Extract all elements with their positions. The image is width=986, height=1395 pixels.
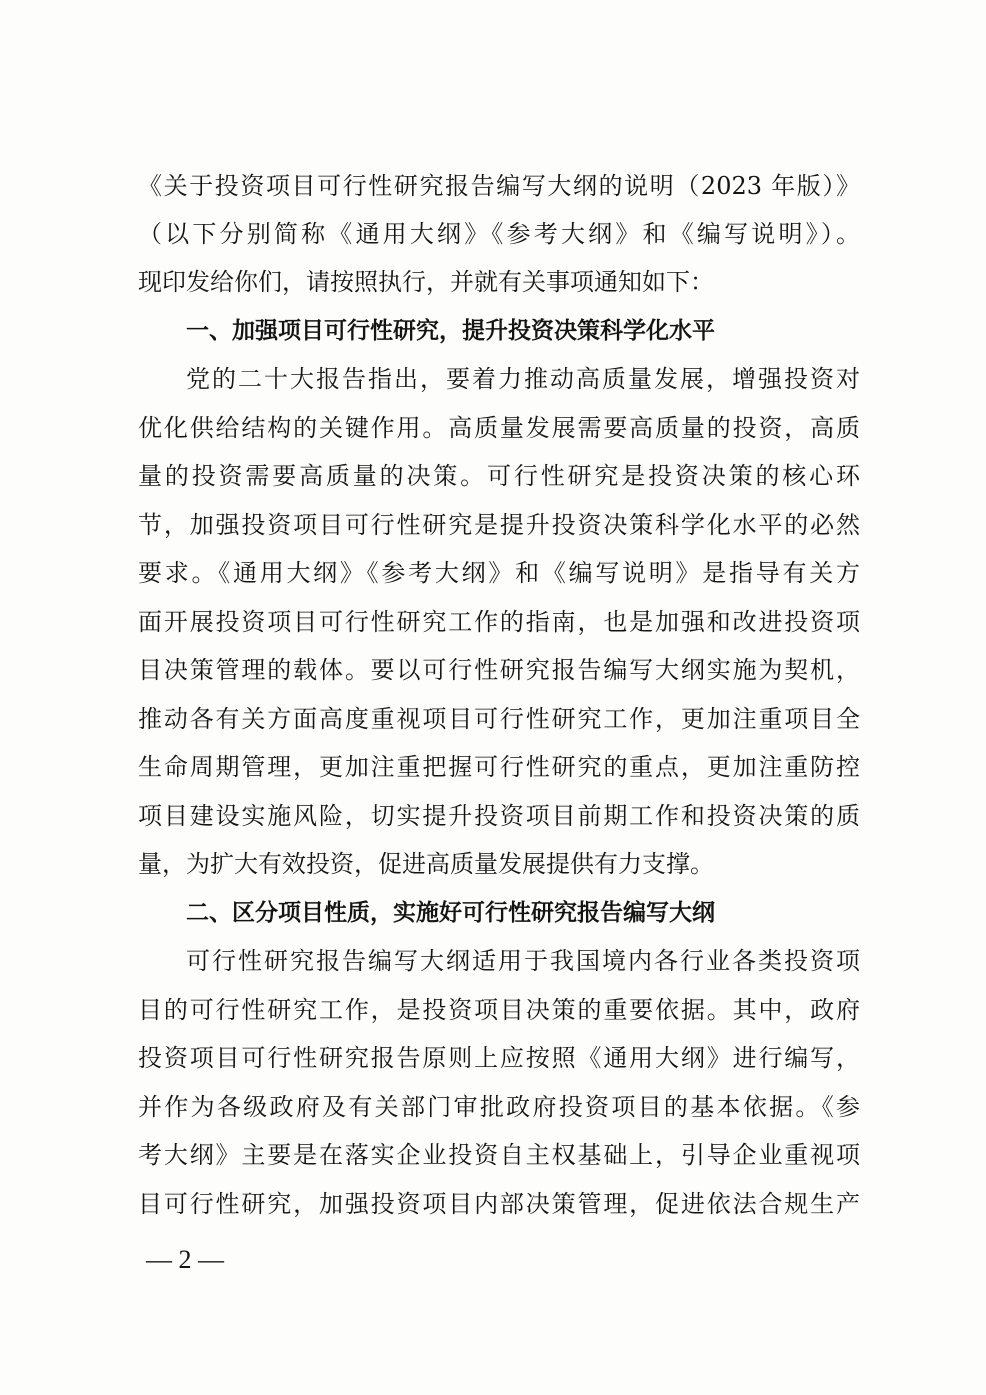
body-text-line: 投资项目可行性研究报告原则上应按照《通用大纲》进行编写，: [138, 1044, 860, 1072]
body-text-line: 党的二十大报告指出，要着力推动高质量发展，增强投资对: [186, 365, 860, 393]
body-text-line: 节，加强投资项目可行性研究是提升投资决策科学化水平的必然: [138, 511, 860, 539]
body-text-line: 目的可行性研究工作，是投资项目决策的重要依据。其中，政府: [138, 996, 860, 1024]
body-text-line: 量，为扩大有效投资，促进高质量发展提供有力支撑。: [138, 850, 714, 878]
body-text-line: 优化供给结构的关键作用。高质量发展需要高质量的投资，高质: [138, 414, 860, 442]
body-text-line: 《关于投资项目可行性研究报告编写大纲的说明（2023 年版）》: [138, 172, 860, 200]
body-text-line: 并作为各级政府及有关部门审批政府投资项目的基本依据。《参: [138, 1093, 860, 1121]
body-text-line: 可行性研究报告编写大纲适用于我国境内各行业各类投资项: [186, 947, 860, 975]
section-heading-1: 一、加强项目可行性研究，提升投资决策科学化水平: [186, 318, 715, 344]
body-text-line: 考大纲》主要是在落实企业投资自主权基础上，引导企业重视项: [138, 1141, 860, 1169]
body-text-line: 推动各有关方面高度重视项目可行性研究工作，更加注重项目全: [138, 705, 860, 733]
section-heading-2: 二、区分项目性质，实施好可行性研究报告编写大纲: [186, 900, 715, 926]
body-text-line: 目可行性研究，加强投资项目内部决策管理，促进依法合规生产: [138, 1190, 860, 1218]
body-text-line: 面开展投资项目可行性研究工作的指南，也是加强和改进投资项: [138, 608, 860, 636]
body-text-line: 现印发给你们，请按照执行，并就有关事项通知如下：: [138, 268, 714, 296]
body-text-line: 要求。《通用大纲》《参考大纲》和《编写说明》是指导有关方: [138, 559, 860, 587]
page-number: — 2 —: [146, 1245, 224, 1274]
body-text-line: 项目建设实施风险，切实提升投资项目前期工作和投资决策的质: [138, 802, 860, 830]
body-text-line: （以下分别简称《通用大纲》《参考大纲》和《编写说明》）。: [138, 220, 860, 248]
body-text-line: 量的投资需要高质量的决策。可行性研究是投资决策的核心环: [138, 462, 860, 490]
body-text-line: 生命周期管理，更加注重把握可行性研究的重点，更加注重防控: [138, 753, 860, 781]
body-text-line: 目决策管理的载体。要以可行性研究报告编写大纲实施为契机，: [138, 656, 860, 684]
